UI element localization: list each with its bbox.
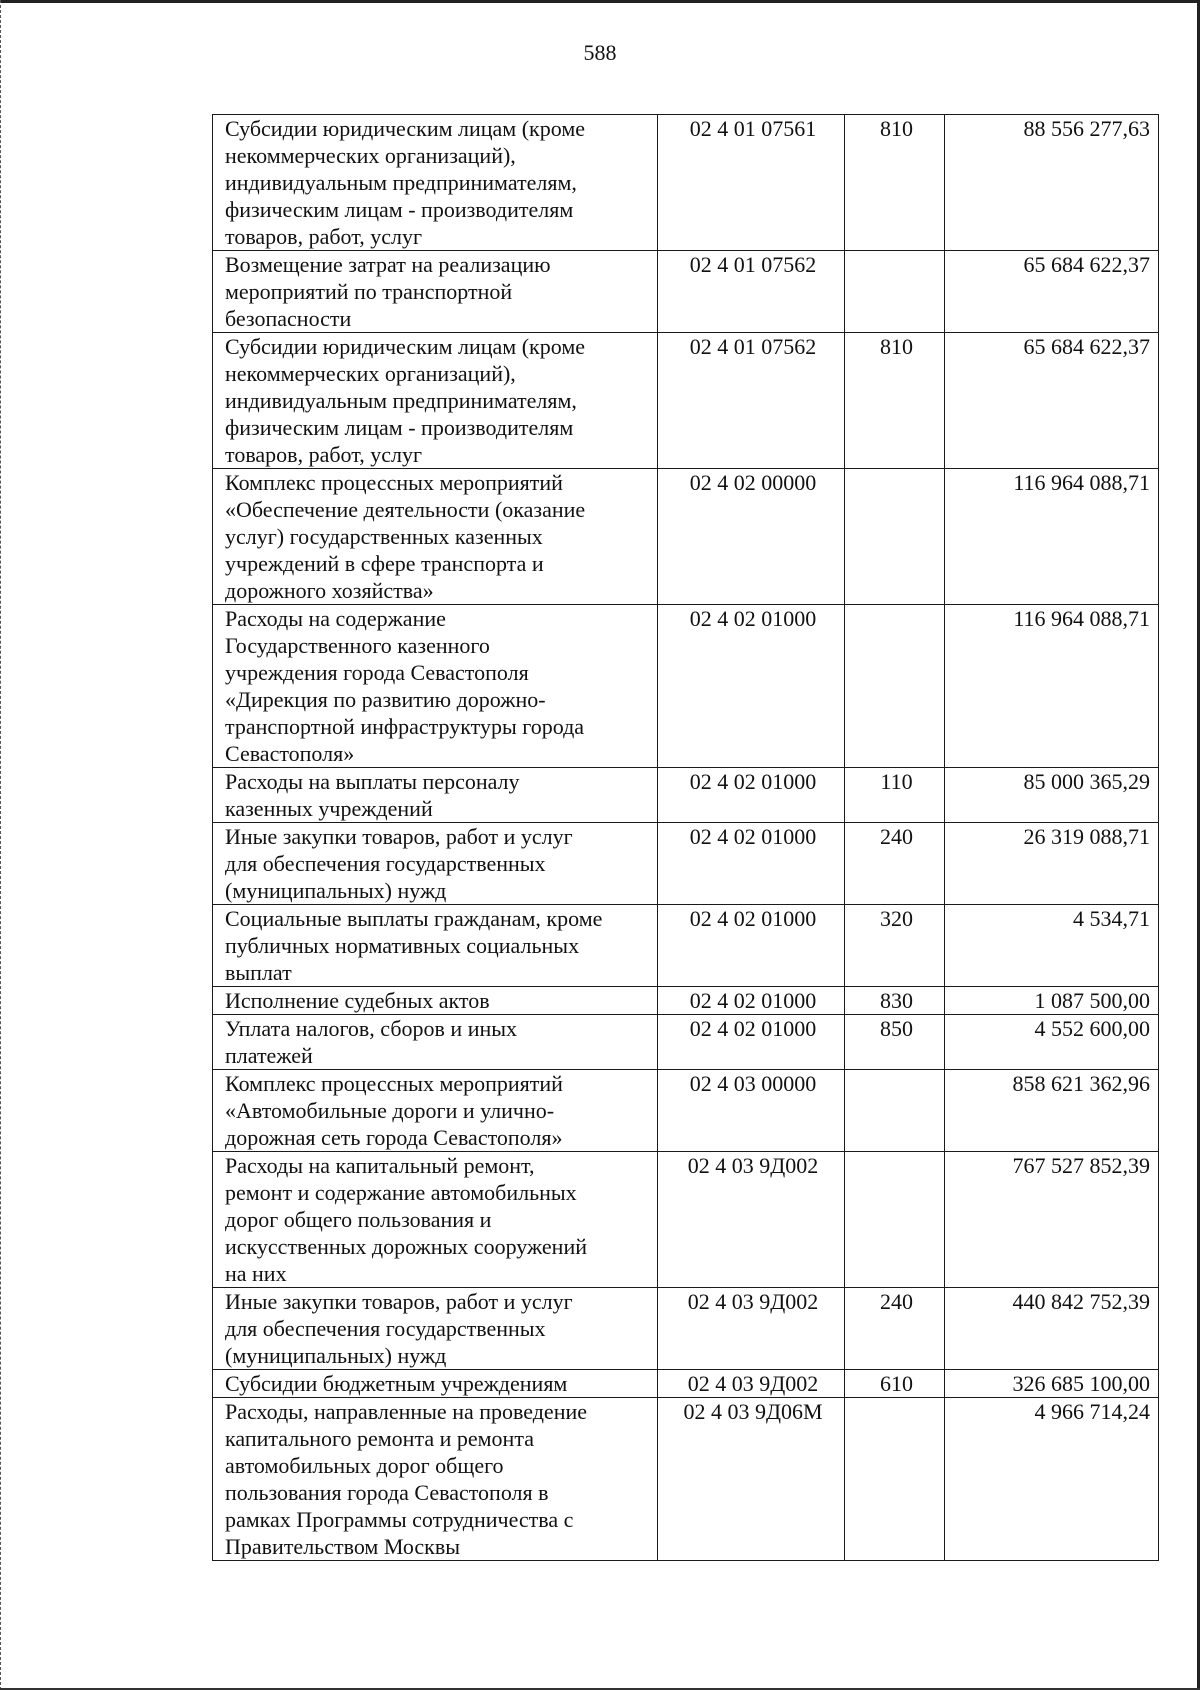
row-name-cell: [213, 1152, 658, 1288]
row-name-text: Возмещение затрат на реализацию мероприятий по транспортной безопасности: [225, 252, 551, 331]
row-name-text: Иные закупки товаров, работ и услуг для обеспечения государственных (муниципальных) нужд: [225, 1289, 573, 1368]
row-name-text: Субсидии юридическим лицам (кроме некоммерческих организаций), индивидуальным предпринимателям, физическим лицам - производителям товаров, работ, услуг: [225, 116, 586, 249]
row-type-cell: [845, 469, 945, 605]
budget-table-body: [213, 115, 1159, 1561]
row-sum-text: 88 556 277,63: [1023, 116, 1150, 141]
row-name-text: Расходы, направленные на проведение капитального ремонта и ремонта автомобильных дорог общего пользования города Севастополя в рамках Программы сотрудничества с Правительством Москвы: [225, 1399, 588, 1559]
row-type-text: 320: [880, 906, 913, 931]
row-code-text: 02 4 01 07562: [689, 334, 817, 359]
row-name-cell: [213, 1070, 658, 1152]
row-name-cell: [213, 605, 658, 768]
row-code-cell: [658, 469, 845, 605]
row-code-cell: [658, 905, 845, 987]
row-sum-text: 26 319 088,71: [1023, 824, 1150, 849]
row-code-text: 02 4 01 07561: [689, 116, 817, 141]
row-code-text: 02 4 03 9Д002: [687, 1153, 819, 1178]
row-code-text: 02 4 03 9Д002: [687, 1371, 819, 1396]
row-type-text: 850: [880, 1016, 913, 1041]
table-row: [213, 251, 1159, 333]
row-type-cell: [845, 823, 945, 905]
row-sum-text: 4 966 714,24: [1034, 1399, 1150, 1424]
table-row: [213, 1288, 1159, 1370]
row-code-cell: [658, 1398, 845, 1561]
row-name-cell: [213, 768, 658, 823]
row-code-cell: [658, 987, 845, 1015]
row-code-text: 02 4 03 00000: [689, 1071, 817, 1096]
row-code-text: 02 4 02 01000: [689, 769, 817, 794]
row-type-cell: [845, 1288, 945, 1370]
row-type-text: 610: [880, 1371, 913, 1396]
row-code-cell: [658, 1015, 845, 1070]
table-row: [213, 115, 1159, 251]
table-row: [213, 605, 1159, 768]
row-type-text: 810: [880, 116, 913, 141]
table-row: [213, 469, 1159, 605]
row-code-text: 02 4 03 9Д002: [687, 1289, 819, 1314]
row-sum-cell: [945, 251, 1159, 333]
row-type-text: 810: [880, 334, 913, 359]
table-row: [213, 1152, 1159, 1288]
row-sum-text: 65 684 622,37: [1023, 334, 1150, 359]
row-name-text: Иные закупки товаров, работ и услуг для обеспечения государственных (муниципальных) нужд: [225, 824, 573, 903]
row-code-cell: [658, 1288, 845, 1370]
row-sum-cell: [945, 1288, 1159, 1370]
row-code-cell: [658, 1070, 845, 1152]
row-name-cell: [213, 1370, 658, 1398]
row-sum-cell: [945, 987, 1159, 1015]
row-name-cell: [213, 251, 658, 333]
row-code-text: 02 4 02 00000: [689, 470, 817, 495]
row-sum-cell: [945, 1015, 1159, 1070]
table-row: [213, 1370, 1159, 1398]
row-code-text: 02 4 02 01000: [689, 988, 817, 1013]
row-sum-text: 326 685 100,00: [1012, 1371, 1150, 1396]
row-sum-text: 116 964 088,71: [1013, 606, 1150, 631]
row-name-text: Расходы на капитальный ремонт, ремонт и содержание автомобильных дорог общего пользования и искусственных дорожных сооружений на них: [225, 1153, 587, 1286]
row-code-text: 02 4 03 9Д06М: [683, 1399, 823, 1424]
row-type-cell: [845, 251, 945, 333]
row-name-text: Комплекс процессных мероприятий «Обеспечение деятельности (оказание услуг) государственных казенных учреждений в сфере транспорта и дорожного хозяйства»: [225, 470, 586, 603]
row-type-cell: [845, 333, 945, 469]
row-type-text: 110: [880, 769, 913, 794]
row-name-text: Социальные выплаты гражданам, кроме публичных нормативных социальных выплат: [225, 906, 603, 985]
row-name-cell: [213, 905, 658, 987]
row-name-cell: [213, 115, 658, 251]
row-code-cell: [658, 605, 845, 768]
row-type-cell: [845, 987, 945, 1015]
row-name-cell: [213, 987, 658, 1015]
row-name-text: Субсидии юридическим лицам (кроме некоммерческих организаций), индивидуальным предпринимателям, физическим лицам - производителям товаров, работ, услуг: [225, 334, 586, 467]
row-type-cell: [845, 1370, 945, 1398]
row-type-cell: [845, 768, 945, 823]
table-row: [213, 333, 1159, 469]
row-sum-cell: [945, 768, 1159, 823]
row-type-text: 830: [880, 988, 913, 1013]
row-name-text: Комплекс процессных мероприятий «Автомобильные дороги и улично- дорожная сеть города Севастополя»: [225, 1071, 563, 1150]
row-sum-cell: [945, 333, 1159, 469]
row-type-cell: [845, 1398, 945, 1561]
row-name-text: Уплата налогов, сборов и иных платежей: [225, 1016, 518, 1068]
row-type-text: 240: [880, 1289, 913, 1314]
row-name-cell: [213, 469, 658, 605]
row-name-cell: [213, 823, 658, 905]
budget-table: [212, 114, 1159, 1561]
row-sum-cell: [945, 469, 1159, 605]
row-code-text: 02 4 02 01000: [689, 1016, 817, 1041]
row-code-cell: [658, 1152, 845, 1288]
row-code-cell: [658, 823, 845, 905]
row-code-cell: [658, 768, 845, 823]
page-number: 588: [583, 40, 617, 65]
row-sum-text: 65 684 622,37: [1023, 252, 1150, 277]
row-code-text: 02 4 01 07562: [689, 252, 817, 277]
table-row: [213, 1015, 1159, 1070]
row-sum-text: 4 552 600,00: [1034, 1016, 1150, 1041]
row-sum-text: 1 087 500,00: [1034, 988, 1150, 1013]
page-edge-left: [0, 0, 2, 1690]
row-name-cell: [213, 333, 658, 469]
row-code-text: 02 4 02 01000: [689, 606, 817, 631]
row-sum-text: 4 534,71: [1073, 906, 1150, 931]
row-sum-cell: [945, 823, 1159, 905]
table-row: [213, 1398, 1159, 1561]
table-row: [213, 905, 1159, 987]
row-sum-cell: [945, 115, 1159, 251]
row-code-text: 02 4 02 01000: [689, 906, 817, 931]
row-type-cell: [845, 1015, 945, 1070]
row-code-cell: [658, 1370, 845, 1398]
row-sum-cell: [945, 1398, 1159, 1561]
row-name-cell: [213, 1015, 658, 1070]
row-sum-cell: [945, 1152, 1159, 1288]
row-type-cell: [845, 115, 945, 251]
row-sum-text: 116 964 088,71: [1013, 470, 1150, 495]
page-edge-top: [0, 0, 1200, 3]
table-row: [213, 768, 1159, 823]
row-sum-text: 767 527 852,39: [1012, 1153, 1150, 1178]
row-code-cell: [658, 115, 845, 251]
row-sum-text: 440 842 752,39: [1012, 1289, 1150, 1314]
row-name-text: Исполнение судебных актов: [225, 988, 490, 1013]
row-sum-cell: [945, 1370, 1159, 1398]
row-sum-text: 85 000 365,29: [1023, 769, 1150, 794]
row-type-cell: [845, 1152, 945, 1288]
table-row: [213, 1070, 1159, 1152]
row-sum-cell: [945, 905, 1159, 987]
row-name-text: Расходы на выплаты персоналу казенных учреждений: [225, 769, 520, 821]
row-type-cell: [845, 1070, 945, 1152]
row-sum-cell: [945, 1070, 1159, 1152]
row-sum-text: 858 621 362,96: [1012, 1071, 1150, 1096]
row-name-text: Субсидии бюджетным учреждениям: [225, 1371, 568, 1396]
row-name-cell: [213, 1288, 658, 1370]
row-name-cell: [213, 1398, 658, 1561]
row-code-text: 02 4 02 01000: [689, 824, 817, 849]
table-row: [213, 823, 1159, 905]
row-name-text: Расходы на содержание Государственного казенного учреждения города Севастополя «Дирекция по развитию дорожно- транспортной инфраструктуры города Севастополя»: [225, 606, 585, 766]
row-sum-cell: [945, 605, 1159, 768]
row-type-text: 240: [880, 824, 913, 849]
row-code-cell: [658, 251, 845, 333]
row-code-cell: [658, 333, 845, 469]
table-row: [213, 987, 1159, 1015]
row-type-cell: [845, 905, 945, 987]
row-type-cell: [845, 605, 945, 768]
